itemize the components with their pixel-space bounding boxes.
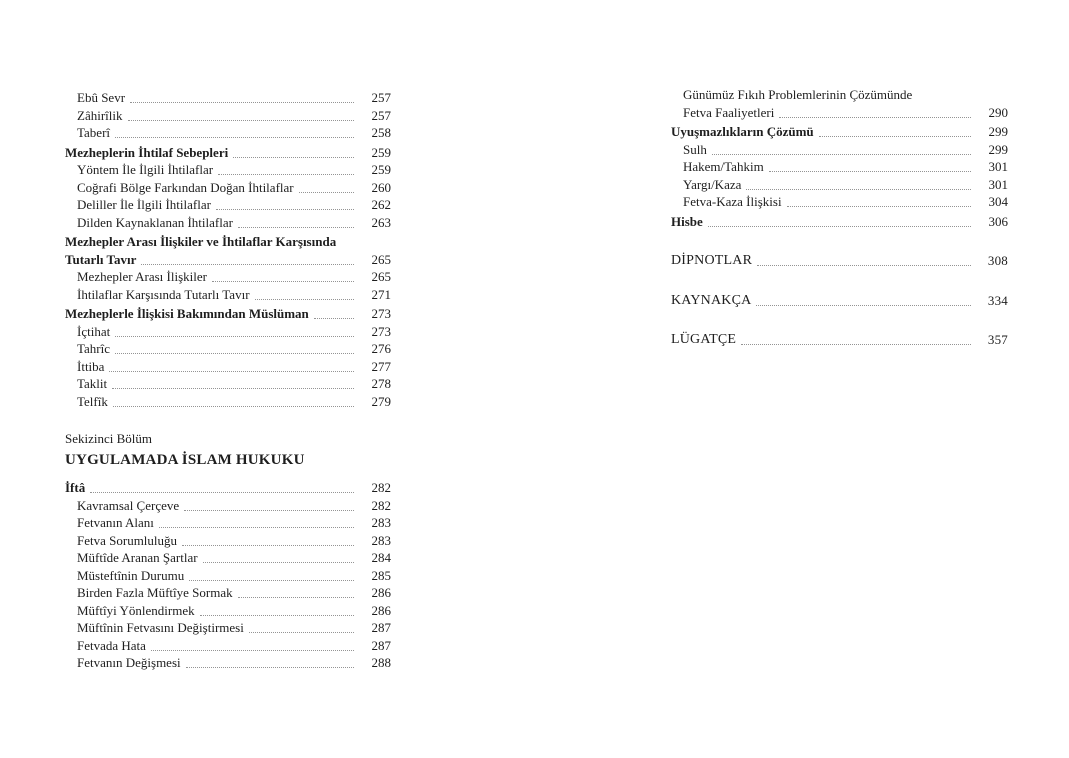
toc-entry-page: 306 [988, 213, 1008, 229]
chapter-heading [65, 430, 391, 470]
toc-entry-row [671, 213, 1008, 231]
toc-entry-label: Fetvanın Alanı [77, 515, 154, 530]
toc-entry-page: 263 [371, 214, 391, 230]
toc-entry [65, 584, 391, 602]
toc-entry-page: 285 [371, 567, 391, 583]
toc-entry-page: 287 [371, 620, 391, 635]
toc-entry-page: 259 [371, 162, 391, 177]
toc-entry-label: Yöntem İle İlgili İhtilaflar [77, 162, 214, 177]
toc-entry-page: 265 [371, 269, 391, 284]
chapter-number-line: Sekizinci Bölüm [65, 431, 153, 446]
dot-leader [203, 562, 354, 563]
toc-entry-page: 259 [371, 144, 391, 160]
dot-leader [112, 388, 354, 389]
toc-entry [671, 292, 1008, 310]
toc-block [671, 86, 1008, 230]
toc-entry [65, 124, 391, 142]
toc-block [65, 89, 391, 410]
dot-leader [746, 189, 971, 190]
dot-leader [182, 545, 354, 546]
toc-entry-label: Tahrîc [77, 341, 111, 356]
toc-entry-row [77, 584, 391, 602]
toc-entry-row [77, 196, 391, 214]
dot-leader [741, 344, 971, 345]
toc-entry-row [77, 124, 391, 142]
toc-entry-label: Tutarlı Tavır [65, 251, 137, 267]
toc-entry-row [683, 176, 1008, 194]
toc-entry-page: 283 [371, 515, 391, 530]
toc-entry-page: 258 [371, 125, 391, 140]
toc-entry [65, 144, 391, 162]
toc-right-column [671, 86, 1008, 349]
toc-entry-label: Müftîyi Yönlendirmek [77, 602, 195, 618]
toc-entry-label: Dilden Kaynaklanan İhtilaflar [77, 214, 233, 230]
toc-entry [671, 331, 1008, 349]
toc-entry [65, 358, 391, 376]
toc-entry [65, 305, 391, 323]
dot-leader [115, 336, 354, 337]
toc-entry-label: Birden Fazla Müftîye Sormak [77, 585, 233, 600]
toc-entry [65, 393, 391, 411]
toc-entry [671, 123, 1008, 141]
toc-entry-page: 257 [371, 107, 391, 123]
toc-entry-row [683, 193, 1008, 211]
dot-leader [769, 171, 971, 172]
toc-entry-label: Kavramsal Çerçeve [77, 497, 180, 513]
toc-entry-row [683, 104, 1008, 122]
toc-entry-row [671, 123, 1008, 141]
toc-entry-label: Taklit [77, 376, 108, 391]
toc-entry [65, 179, 391, 197]
toc-block [65, 479, 391, 672]
toc-entry-page: 286 [371, 602, 391, 618]
dot-leader [708, 226, 971, 227]
toc-entry [65, 89, 391, 107]
toc-entry-label: Yargı/Kaza [683, 176, 742, 192]
dot-leader [218, 174, 354, 175]
toc-entry-row [77, 549, 391, 567]
toc-entry-label: Müftîde Aranan Şartlar [77, 550, 198, 565]
toc-entry-label: İçtihat [77, 323, 111, 339]
toc-entry [65, 286, 391, 304]
toc-entry-label: Mezheplerin İhtilaf Sebepleri [65, 144, 229, 160]
dot-leader [787, 206, 971, 207]
toc-entry-row [77, 654, 391, 672]
toc-entry-page: 288 [371, 655, 391, 670]
toc-entry-page: 276 [371, 341, 391, 356]
chapter-title: UYGULAMADA İSLAM HUKUKU [65, 452, 305, 468]
toc-entry-page: 279 [371, 393, 391, 409]
toc-entry-page: 290 [988, 104, 1008, 120]
toc-entry-row [77, 497, 391, 515]
dot-leader [128, 120, 355, 121]
toc-entry-label: İhtilaflar Karşısında Tutarlı Tavır [77, 286, 250, 302]
toc-entry-row [65, 479, 391, 497]
toc-entry-page: 278 [371, 376, 391, 391]
toc-entry-label: Fetvanın Değişmesi [77, 655, 181, 670]
toc-entry [65, 567, 391, 585]
dot-leader [756, 305, 971, 306]
toc-entry-row [77, 619, 391, 637]
dot-leader [109, 371, 354, 372]
toc-entry-page: 308 [987, 253, 1008, 268]
toc-entry [65, 497, 391, 515]
toc-entry [65, 549, 391, 567]
toc-entry [65, 340, 391, 358]
toc-entry-row [65, 305, 391, 323]
toc-entry-label: Deliller İle İlgili İhtilaflar [77, 197, 211, 212]
toc-entry-label: KAYNAKÇA [671, 292, 752, 308]
toc-entry-page: 301 [988, 176, 1008, 192]
dot-leader [314, 318, 354, 319]
toc-entry-label: Hisbe [671, 213, 703, 229]
toc-entry-page: 286 [371, 585, 391, 600]
toc-entry-label: LÜGATÇE [671, 332, 737, 347]
toc-entry-row [77, 89, 391, 107]
toc-entry [65, 514, 391, 532]
toc-entry [671, 193, 1008, 211]
toc-entry-page: 357 [987, 332, 1008, 347]
toc-entry-page: 301 [988, 159, 1008, 174]
toc-entry [65, 375, 391, 393]
dot-leader [141, 264, 354, 265]
toc-entry-label: İttiba [77, 358, 105, 374]
toc-entry [65, 196, 391, 214]
toc-entry-page: 334 [987, 292, 1008, 308]
toc-entry-row [77, 602, 391, 620]
toc-entry-row [77, 323, 391, 341]
toc-entry-row [77, 214, 391, 232]
toc-entry-page: 283 [371, 532, 391, 548]
toc-entry [65, 107, 391, 125]
toc-entry-page: 284 [371, 550, 391, 565]
dot-leader [151, 650, 354, 651]
toc-entry-row [671, 292, 1008, 310]
dot-leader [189, 580, 354, 581]
toc-entry [671, 176, 1008, 194]
toc-entry-row [671, 252, 1008, 270]
toc-entry-page: 287 [371, 637, 391, 653]
toc-entry-label: Ebû Sevr [77, 90, 126, 105]
dot-leader [216, 209, 354, 210]
toc-entry [671, 252, 1008, 270]
toc-entry-label: Fetva-Kaza İlişkisi [683, 194, 782, 209]
toc-entry-row [77, 358, 391, 376]
toc-entry [65, 233, 391, 268]
toc-entry-row [77, 532, 391, 550]
toc-entry-row [77, 107, 391, 125]
toc-entry-label: Fetva Faaliyetleri [683, 104, 775, 120]
toc-entry-label: İftâ [65, 480, 86, 495]
toc-entry-row [77, 514, 391, 532]
toc-entry [671, 213, 1008, 231]
toc-entry-page: 262 [371, 197, 391, 212]
toc-entry [671, 86, 1008, 121]
dot-leader [113, 406, 354, 407]
toc-entry-row [77, 393, 391, 411]
dot-leader [238, 227, 354, 228]
toc-entry-label: Telfîk [77, 393, 108, 409]
toc-entry [65, 479, 391, 497]
toc-entry-label: Coğrafi Bölge Farkından Doğan İhtilaflar [77, 179, 294, 195]
dot-leader [90, 492, 354, 493]
toc-entry-page: 265 [371, 251, 391, 267]
toc-entry-page: 282 [371, 480, 391, 495]
toc-entry-row [65, 144, 391, 162]
dot-leader [233, 157, 354, 158]
dot-leader [819, 136, 971, 137]
toc-entry-label: Fetvada Hata [77, 637, 146, 653]
toc-entry [65, 619, 391, 637]
toc-entry-label: Sulh [683, 141, 707, 157]
toc-entry-page: 260 [371, 179, 391, 195]
toc-entry [65, 214, 391, 232]
toc-entry [65, 654, 391, 672]
toc-entry-page: 271 [371, 286, 391, 302]
dot-leader [249, 632, 354, 633]
toc-entry-row [65, 251, 391, 269]
toc-entry-page: 273 [371, 323, 391, 339]
toc-entry-page: 273 [371, 306, 391, 321]
toc-entry-label: Zâhirîlik [77, 107, 123, 123]
dot-leader [130, 102, 354, 103]
toc-entry-label: Mezhepler Arası İlişkiler [77, 269, 207, 284]
toc-entry-row [77, 286, 391, 304]
toc-entry-page: 299 [988, 141, 1008, 157]
toc-entry-page: 277 [371, 358, 391, 374]
toc-entry-row [77, 161, 391, 179]
dot-leader [115, 137, 354, 138]
toc-entry-label: Mezhepler Arası İlişkiler ve İhtilaflar Karşısında [65, 234, 337, 249]
toc-entry-label: DİPNOTLAR [671, 253, 753, 268]
toc-entry [671, 158, 1008, 176]
dot-leader [212, 281, 354, 282]
toc-entry-label: Mezheplerle İlişkisi Bakımından Müslüman [65, 306, 309, 321]
dot-leader [757, 265, 971, 266]
toc-entry [65, 161, 391, 179]
toc-entry [65, 602, 391, 620]
toc-entry-row [683, 141, 1008, 159]
toc-entry-row [77, 567, 391, 585]
dot-leader [255, 299, 354, 300]
dot-leader [779, 117, 971, 118]
toc-entry [65, 532, 391, 550]
toc-entry-label: Müftînin Fetvasını Değiştirmesi [77, 620, 244, 635]
toc-entry-row [77, 268, 391, 286]
toc-entry-label: Fetva Sorumluluğu [77, 532, 178, 548]
toc-entry-label: Hakem/Tahkim [683, 159, 764, 174]
toc-entry-page: 282 [371, 497, 391, 513]
dot-leader [200, 615, 354, 616]
toc-block [671, 252, 1008, 349]
toc-entry [65, 268, 391, 286]
dot-leader [299, 192, 354, 193]
toc-entry-label: Uyuşmazlıkların Çözümü [671, 124, 814, 139]
toc-entry-row [77, 340, 391, 358]
toc-entry-label: Günümüz Fıkıh Problemlerinin Çözümünde [683, 87, 913, 102]
dot-leader [186, 667, 354, 668]
dot-leader [115, 353, 354, 354]
toc-entry [65, 323, 391, 341]
toc-entry [65, 637, 391, 655]
dot-leader [184, 510, 354, 511]
toc-entry-row [671, 331, 1008, 349]
toc-left-column [65, 89, 391, 672]
toc-entry-page: 304 [988, 194, 1008, 209]
toc-entry [671, 141, 1008, 159]
toc-entry-row [77, 637, 391, 655]
dot-leader [712, 154, 971, 155]
toc-entry-page: 299 [988, 124, 1008, 139]
toc-entry-label: Taberî [77, 125, 111, 140]
toc-entry-row [683, 158, 1008, 176]
toc-entry-row [77, 179, 391, 197]
dot-leader [159, 527, 354, 528]
toc-entry-page: 257 [371, 90, 391, 105]
toc-entry-row [77, 375, 391, 393]
dot-leader [238, 597, 354, 598]
toc-entry-label: Müsteftînin Durumu [77, 567, 185, 583]
